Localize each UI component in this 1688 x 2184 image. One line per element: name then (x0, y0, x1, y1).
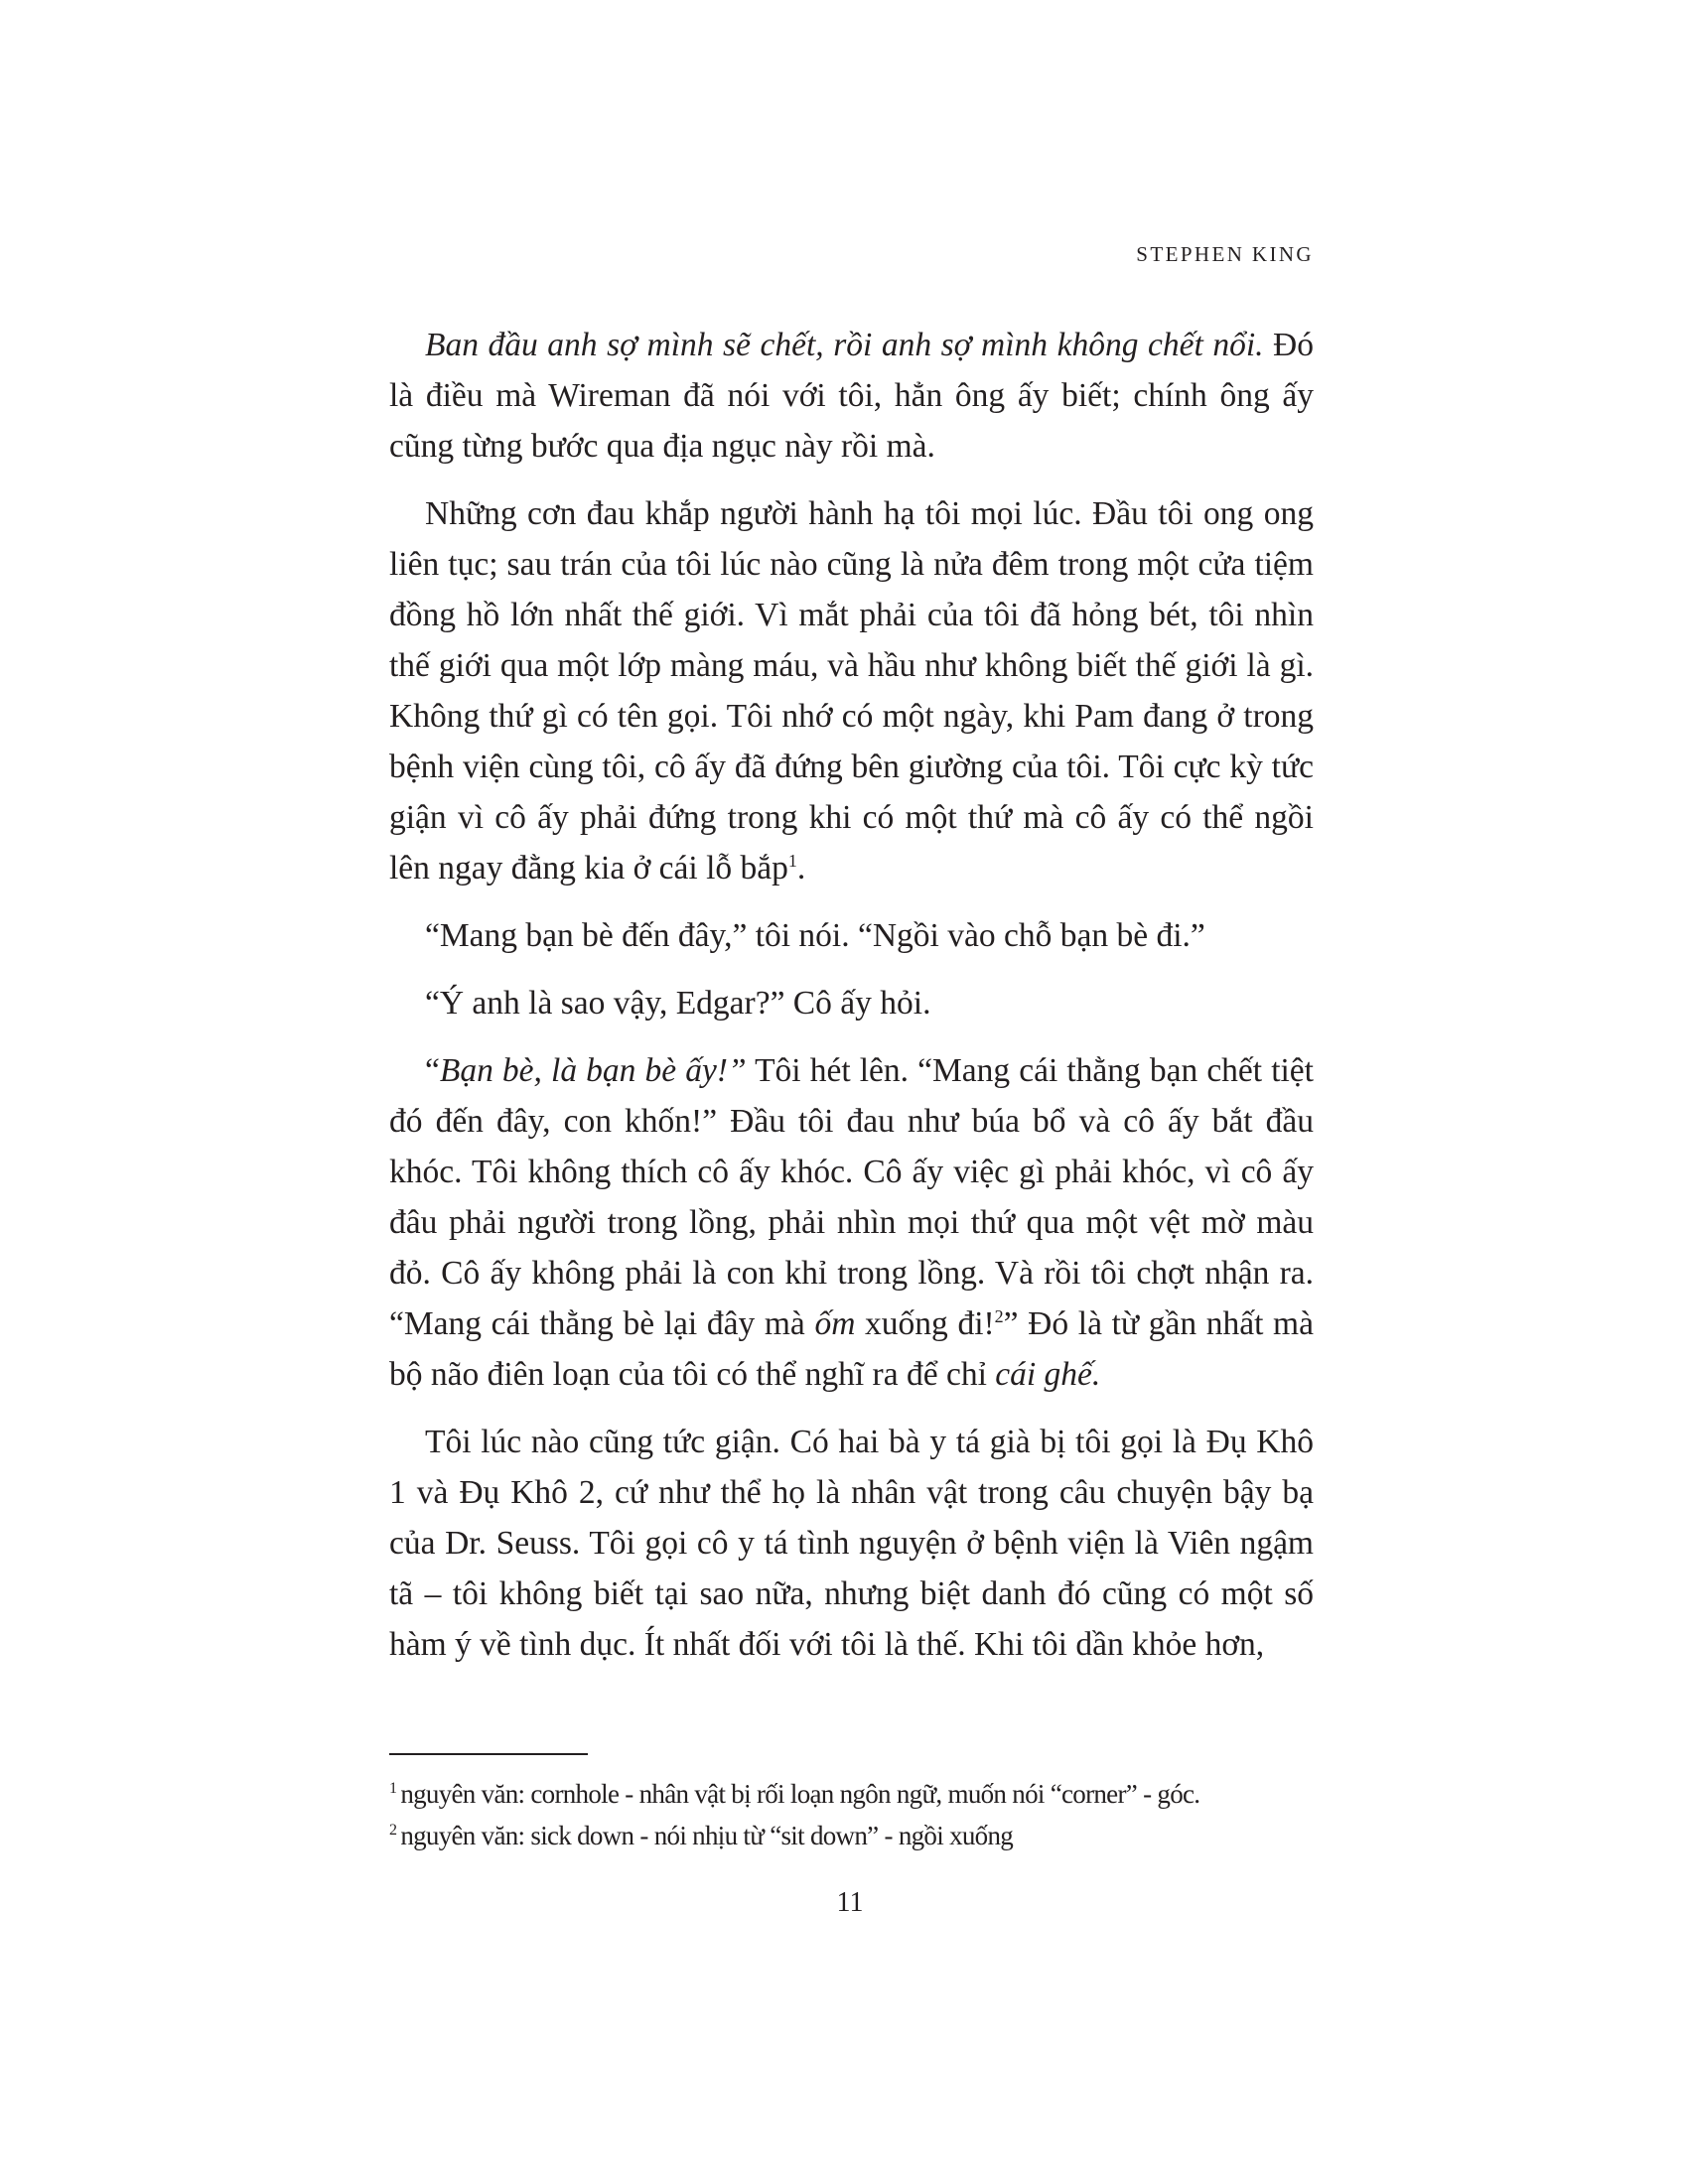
footnote-mark: 2 (389, 1822, 397, 1839)
text-run: Những cơn đau khắp người hành hạ tôi mọi lúc. Đầu tôi ong ong liên tục; sau trán của tôi lúc nào cũng là nửa đêm trong một cửa tiệm đồng hồ lớn nhất thế giới. Vì mắt phải của tôi đã hỏng bét, tôi nhìn thế giới qua một lớp màng máu, và hầu như không biết thế giới là gì. Không thứ gì có tên gọi. Tôi nhớ có một ngày, khi Pam đang ở trong bệnh viện cùng tôi, cô ấy đã đứng bên giường của tôi. Tôi cực kỳ tức giận vì cô ấy phải đứng trong khi có một thứ mà cô ấy có thể ngồi lên ngay đằng kia ở cái lỗ bắp (389, 495, 1314, 887)
footnotes (389, 1773, 1323, 1856)
italic-text: Bạn bè, là bạn bè ấy!” (439, 1052, 747, 1089)
page-number: 11 (836, 1887, 864, 1918)
paragraph-5 (389, 1045, 1314, 1400)
footnote-text: nguyên văn: sick down - nói nhịu từ “sit down” - ngồi xuống (400, 1821, 1014, 1850)
body-text (389, 320, 1314, 1687)
text-run: “ (425, 1052, 440, 1089)
text-run: Đó là điều mà Wireman đã nói với tôi, hẳn ông ấy biết; chính ông ấy cũng từng bước qua địa ngục này rồi mà. (389, 327, 1314, 465)
italic-text: cái ghế. (995, 1356, 1101, 1393)
paragraph-4 (389, 978, 1314, 1028)
footnote-reference: 1 (787, 850, 797, 871)
text-run: . (796, 850, 806, 887)
paragraph-1 (389, 320, 1314, 472)
text-run: “Mang bạn bè đến đây,” tôi nói. “Ngồi vào chỗ bạn bè đi.” (425, 917, 1205, 954)
paragraph-6 (389, 1417, 1314, 1670)
text-run: xuống đi! (855, 1305, 995, 1342)
text-run: ” Đó là từ gần nhất mà bộ não điên loạn của tôi có thể nghĩ ra để chỉ (389, 1305, 1314, 1393)
text-run: “Ý anh là sao vậy, Edgar?” Cô ấy hỏi. (425, 985, 931, 1022)
footnote-text: nguyên văn: cornhole - nhân vật bị rối loạn ngôn ngữ, muốn nói “corner” - góc. (400, 1779, 1200, 1809)
paragraph-2 (389, 488, 1314, 893)
paragraph-3 (389, 910, 1314, 961)
text-run: Tôi hét lên. “Mang cái thằng bạn chết tiệt đó đến đây, con khốn!” Đầu tôi đau như búa bổ và cô ấy bắt đầu khóc. Tôi không thích cô ấy khóc. Cô ấy việc gì phải khóc, vì cô ấy đâu phải người trong lồng, phải nhìn mọi thứ qua một vệt mờ màu đỏ. Cô ấy không phải là con khỉ trong lồng. Và rồi tôi chợt nhận ra. “Mang cái thằng bè lại đây mà (389, 1052, 1314, 1342)
footnote-mark: 1 (389, 1780, 397, 1797)
italic-text: ốm (814, 1305, 856, 1342)
footnote-reference: 2 (994, 1305, 1004, 1326)
italic-text: Ban đầu anh sợ mình sẽ chết, rồi anh sợ mình không chết nổi. (425, 327, 1264, 363)
footnote-divider (389, 1753, 588, 1755)
text-run: Tôi lúc nào cũng tức giận. Có hai bà y tá già bị tôi gọi là Đụ Khô 1 và Đụ Khô 2, cứ như thể họ là nhân vật trong câu chuyện bậy bạ của Dr. Seuss. Tôi gọi cô y tá tình nguyện ở bệnh viện là Viên ngậm tã – tôi không biết tại sao nữa, nhưng biệt danh đó cũng có một số hàm ý về tình dục. Ít nhất đối với tôi là thế. Khi tôi dần khỏe hơn, (389, 1424, 1314, 1663)
running-head: STEPHEN KING (1136, 242, 1314, 266)
footnote-2 (389, 1815, 1323, 1856)
footnote-1 (389, 1773, 1323, 1815)
